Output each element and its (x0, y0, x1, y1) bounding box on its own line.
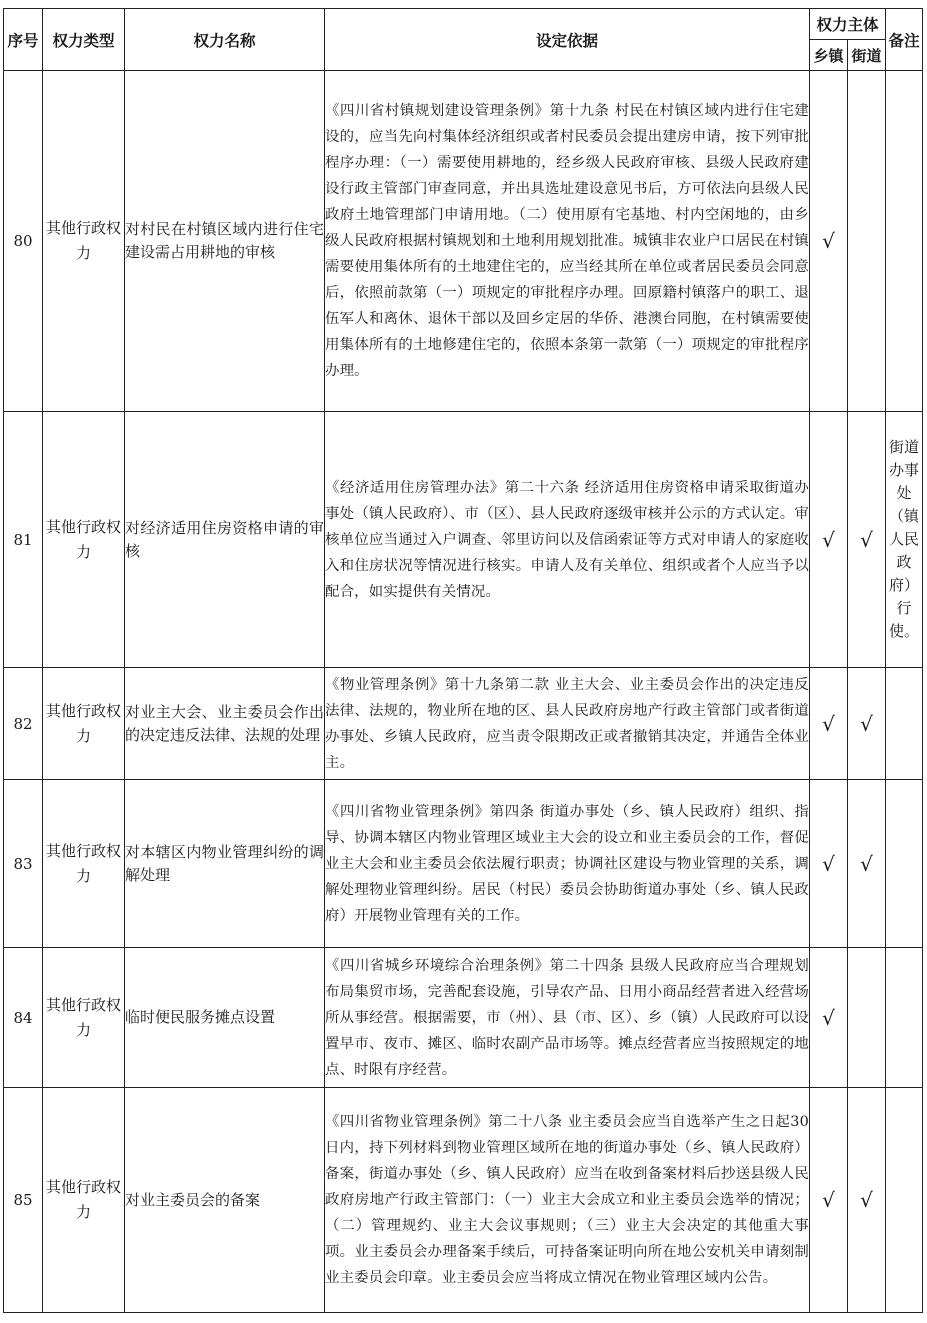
header-seq: 序号 (4, 9, 43, 71)
row-street-check (848, 948, 886, 1088)
table-row (4, 668, 923, 780)
header-note: 备注 (886, 9, 923, 71)
header-town: 乡镇 (810, 40, 848, 71)
power-list-table (3, 8, 923, 1313)
header-street: 街道 (848, 40, 886, 71)
row-street-check: √ (848, 1088, 886, 1313)
row-type: 其他行政权力 (43, 71, 125, 412)
table-row (4, 71, 923, 412)
header-subject: 权力主体 (810, 9, 886, 40)
row-town-check: √ (810, 668, 848, 780)
row-town-check: √ (810, 71, 848, 412)
table-row (4, 1088, 923, 1313)
row-town-check: √ (810, 412, 848, 668)
row-name: 对经济适用住房资格申请的审核 (125, 412, 325, 668)
row-basis: 《四川省村镇规划建设管理条例》第十九条 村民在村镇区域内进行住宅建设的，应当先向村集体经济组织或者村民委员会提出建房申请，按下列审批程序办理：（一）需要使用耕地的，经乡级人民政府审核、县级人民政府建设行政主管部门审查同意，并出具选址建设意见书后，方可依法向县级人民政府土地管理部门申请用地。（二）使用原有宅基地、村内空闲地的，由乡级人民政府根据村镇规划和土地利用规划批准。城镇非农业户口居民在村镇需要使用集体所有的土地建住宅的，应当经其所在单位或者居民委员会同意后，依照前款第（一）项规定的审批程序办理。回原籍村镇落户的职工、退伍军人和离休、退休干部以及回乡定居的华侨、港澳台同胞，在村镇需要使用集体所有的土地修建住宅的，依照本条第一款第（一）项规定的审批程序办理。 (325, 71, 810, 412)
row-basis: 《四川省城乡环境综合治理条例》第二十四条 县级人民政府应当合理规划布局集贸市场，完善配套设施，引导农产品、日用小商品经营者进入经营场所从事经营。根据需要，市（州）、县（市、区）、乡（镇）人民政府可以设置早市、夜市、摊区、临时农副产品市场等。摊点经营者应当按照规定的地点、时限有序经营。 (325, 948, 810, 1088)
row-seq: 81 (4, 412, 43, 668)
row-type: 其他行政权力 (43, 948, 125, 1088)
row-town-check: √ (810, 948, 848, 1088)
table-row (4, 412, 923, 668)
row-type: 其他行政权力 (43, 780, 125, 948)
row-note: 街道办事处（镇人民政府）行使。 (886, 412, 923, 668)
row-name: 对业主委员会的备案 (125, 1088, 325, 1313)
row-note (886, 1088, 923, 1313)
row-seq: 85 (4, 1088, 43, 1313)
row-type: 其他行政权力 (43, 412, 125, 668)
row-street-check: √ (848, 412, 886, 668)
row-town-check: √ (810, 1088, 848, 1313)
row-type: 其他行政权力 (43, 1088, 125, 1313)
header-type: 权力类型 (43, 9, 125, 71)
row-name: 对村民在村镇区域内进行住宅建设需占用耕地的审核 (125, 71, 325, 412)
row-street-check: √ (848, 668, 886, 780)
row-town-check: √ (810, 780, 848, 948)
row-seq: 82 (4, 668, 43, 780)
table-row (4, 780, 923, 948)
row-basis: 《四川省物业管理条例》第二十八条 业主委员会应当自选举产生之日起30日内，持下列材料到物业管理区域所在地的街道办事处（乡、镇人民政府）备案，街道办事处（乡、镇人民政府）应当在收到备案材料后抄送县级人民政府房地产行政主管部门：（一）业主大会成立和业主委员会选举的情况；（二）管理规约、业主大会议事规则；（三）业主大会决定的其他重大事项。业主委员会办理备案手续后，可持备案证明向所在地公安机关申请刻制业主委员会印章。业主委员会应当将成立情况在物业管理区域内公告。 (325, 1088, 810, 1313)
table-header (4, 9, 923, 71)
row-seq: 83 (4, 780, 43, 948)
row-basis: 《四川省物业管理条例》第四条 街道办事处（乡、镇人民政府）组织、指导、协调本辖区内物业管理区域业主大会的设立和业主委员会的工作，督促业主大会和业主委员会依法履行职责；协调社区建设与物业管理的关系，调解处理物业管理纠纷。居民（村民）委员会协助街道办事处（乡、镇人民政府）开展物业管理有关的工作。 (325, 780, 810, 948)
row-name: 对业主大会、业主委员会作出的决定违反法律、法规的处理 (125, 668, 325, 780)
row-street-check: √ (848, 780, 886, 948)
row-seq: 84 (4, 948, 43, 1088)
row-type: 其他行政权力 (43, 668, 125, 780)
row-name: 对本辖区内物业管理纠纷的调解处理 (125, 780, 325, 948)
row-name: 临时便民服务摊点设置 (125, 948, 325, 1088)
row-note (886, 780, 923, 948)
row-note (886, 71, 923, 412)
header-basis: 设定依据 (325, 9, 810, 71)
row-street-check (848, 71, 886, 412)
row-note (886, 948, 923, 1088)
table-row (4, 948, 923, 1088)
header-name: 权力名称 (125, 9, 325, 71)
row-seq: 80 (4, 71, 43, 412)
row-basis: 《物业管理条例》第十九条第二款 业主大会、业主委员会作出的决定违反法律、法规的，物业所在地的区、县人民政府房地产行政主管部门或者街道办事处、乡镇人民政府，应当责令限期改正或者撤销其决定，并通告全体业主。 (325, 668, 810, 780)
row-note (886, 668, 923, 780)
row-basis: 《经济适用住房管理办法》第二十六条 经济适用住房资格申请采取街道办事处（镇人民政府）、市（区）、县人民政府逐级审核并公示的方式认定。审核单位应当通过入户调查、邻里访问以及信函索证等方式对申请人的家庭收入和住房状况等情况进行核实。申请人及有关单位、组织或者个人应当予以配合，如实提供有关情况。 (325, 412, 810, 668)
